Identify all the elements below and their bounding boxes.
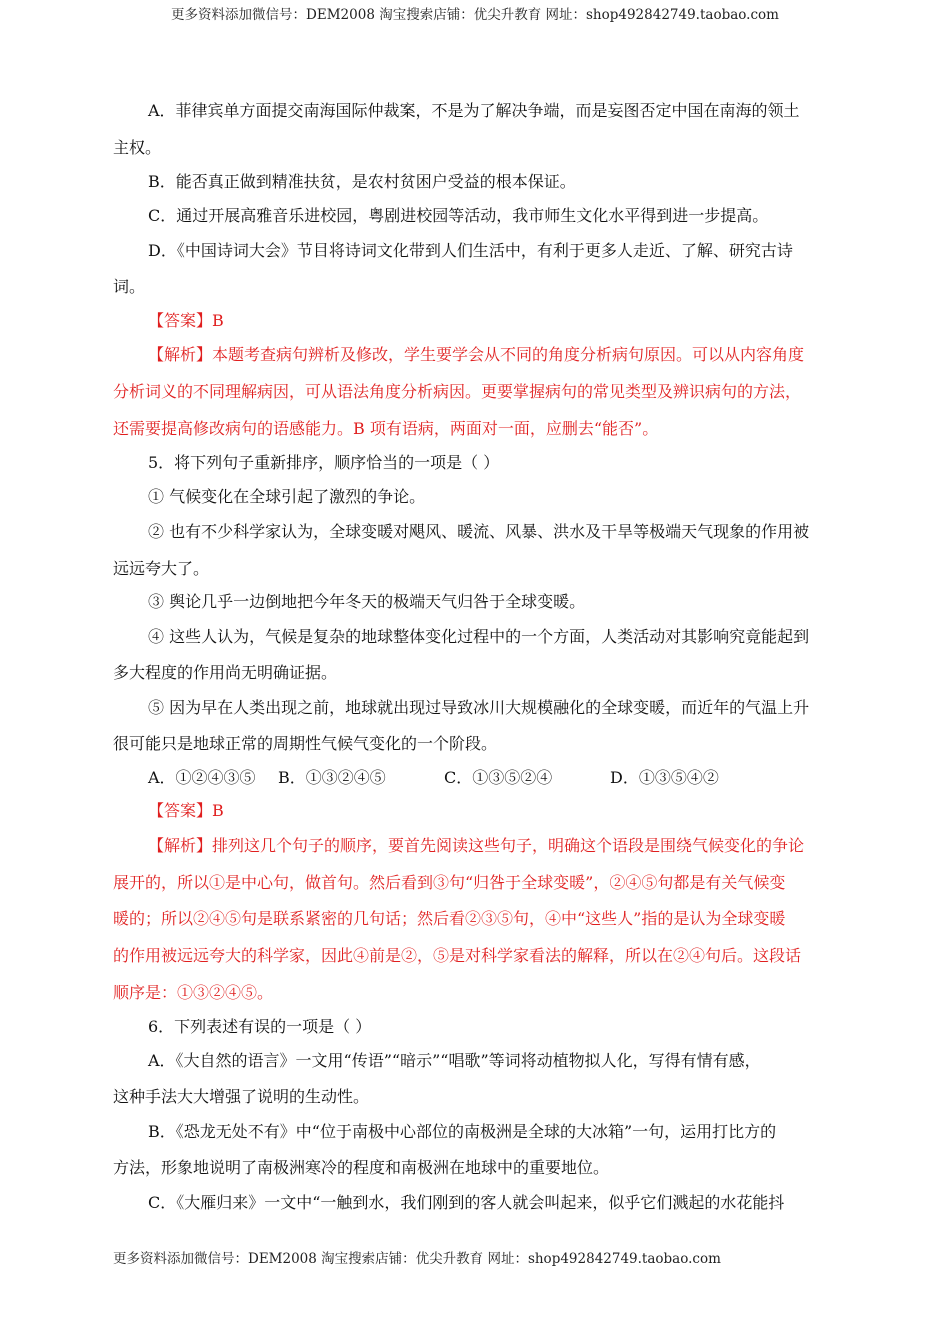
q5-option-c: C．①③⑤②④	[444, 768, 553, 787]
q5-analysis-line3: 暖的；所以②④⑤句是联系紧密的几句话；然后看②③⑤句，④中“这些人”指的是认为全球变暖	[113, 909, 786, 928]
q5-option-b: B．①③②④⑤	[278, 768, 386, 787]
analysis-tag: 【解析】	[148, 836, 213, 855]
q6-stem: 6．下列表述有误的一项是（ ）	[148, 1017, 372, 1036]
q5-sentence-3: ③ 舆论几乎一边倒地把今年冬天的极端天气归咎于全球变暖。	[148, 592, 586, 611]
q5-sentence-5-line2: 很可能只是地球正常的周期性气候气变化的一个阶段。	[113, 734, 498, 753]
q5-analysis-line4: 的作用被远远夸大的科学家，因此④前是②，⑤是对科学家看法的解释，所以在②④句后。这段话	[113, 946, 802, 965]
q6-option-c-line1: C．《大雁归来》一文中“一触到水，我们刚到的客人就会叫起来，似乎它们溅起的水花能抖	[148, 1193, 785, 1212]
answer-tag: 【答案】	[148, 801, 213, 820]
q4-option-a-line1: A．菲律宾单方面提交南海国际仲裁案，不是为了解决争端，而是妄图否定中国在南海的领土	[148, 101, 800, 120]
q6-option-b-line1: B．《恐龙无处不有》中“位于南极中心部位的南极洲是全球的大冰箱”一句，运用打比方的	[148, 1122, 777, 1141]
q6-option-a-line1: A．《大自然的语言》一文用“传语”“暗示”“唱歌”等词将动植物拟人化，写得有情有感，	[148, 1051, 761, 1070]
q5-option-d: D．①③⑤④②	[610, 768, 719, 787]
q4-option-d-line2: 词。	[113, 277, 146, 296]
answer-value: B	[212, 801, 224, 820]
q5-stem: 5．将下列句子重新排序，顺序恰当的一项是（ ）	[148, 453, 500, 472]
q5-sentence-1: ① 气候变化在全球引起了激烈的争论。	[148, 487, 426, 506]
q5-analysis-line5: 顺序是：①③②④⑤。	[113, 983, 274, 1002]
page-footer: 更多资料添加微信号：DEM2008 淘宝搜索店铺：优尖升教育 网址：shop492842749.taobao.com	[113, 1251, 721, 1267]
q5-option-a: A．①②④③⑤	[148, 768, 256, 787]
q5-analysis-line2: 展开的，所以①是中心句，做首句。然后看到③句“归咎于全球变暖”，②④⑤句都是有关气候变	[113, 873, 786, 892]
analysis-text: 本题考查病句辨析及修改，学生要学会从不同的角度分析病句原因。可以从内容角度	[212, 345, 805, 364]
analysis-tag: 【解析】	[148, 345, 213, 364]
q6-option-a-line2: 这种手法大大增强了说明的生动性。	[113, 1087, 370, 1106]
q4-option-d-line1: D．《中国诗词大会》节目将诗词文化带到人们生活中，有利于更多人走近、了解、研究古诗	[148, 241, 793, 260]
q4-option-b: B．能否真正做到精准扶贫，是农村贫困户受益的根本保证。	[148, 172, 576, 191]
answer-tag: 【答案】	[148, 311, 213, 330]
q5-answer	[148, 800, 224, 822]
q5-sentence-4-line1: ④ 这些人认为，气候是复杂的地球整体变化过程中的一个方面，人类活动对其影响究竟能起到	[148, 627, 810, 646]
q5-sentence-5-line1: ⑤ 因为早在人类出现之前，地球就出现过导致冰川大规模融化的全球变暖，而近年的气温上升	[148, 698, 810, 717]
q4-answer	[148, 310, 224, 332]
q4-option-c: C．通过开展高雅音乐进校园，粤剧进校园等活动，我市师生文化水平得到进一步提高。	[148, 206, 769, 225]
q6-option-b-line2: 方法，形象地说明了南极洲寒冷的程度和南极洲在地球中的重要地位。	[113, 1158, 610, 1177]
answer-value: B	[212, 311, 224, 330]
q5-sentence-4-line2: 多大程度的作用尚无明确证据。	[113, 663, 338, 682]
analysis-text: 排列这几个句子的顺序，要首先阅读这些句子，明确这个语段是围绕气候变化的争论	[212, 836, 805, 855]
q4-analysis-line2: 分析词义的不同理解病因，可从语法角度分析病因。更要掌握病句的常见类型及辨识病句的方法，	[113, 382, 802, 401]
q5-sentence-2-line2: 远远夸大了。	[113, 559, 210, 578]
q4-analysis-line3: 还需要提高修改病句的语感能力。B 项有语病，两面对一面，应删去“能否”。	[113, 419, 659, 438]
q5-analysis-line1	[148, 835, 804, 857]
page-header: 更多资料添加微信号：DEM2008 淘宝搜索店铺：优尖升教育 网址：shop492842749.taobao.com	[171, 7, 779, 23]
q4-option-a-line2: 主权。	[113, 138, 162, 157]
q5-sentence-2-line1: ② 也有不少科学家认为，全球变暖对飓风、暖流、风暴、洪水及干旱等极端天气现象的作用被	[148, 522, 810, 541]
q4-analysis-line1	[148, 344, 804, 366]
